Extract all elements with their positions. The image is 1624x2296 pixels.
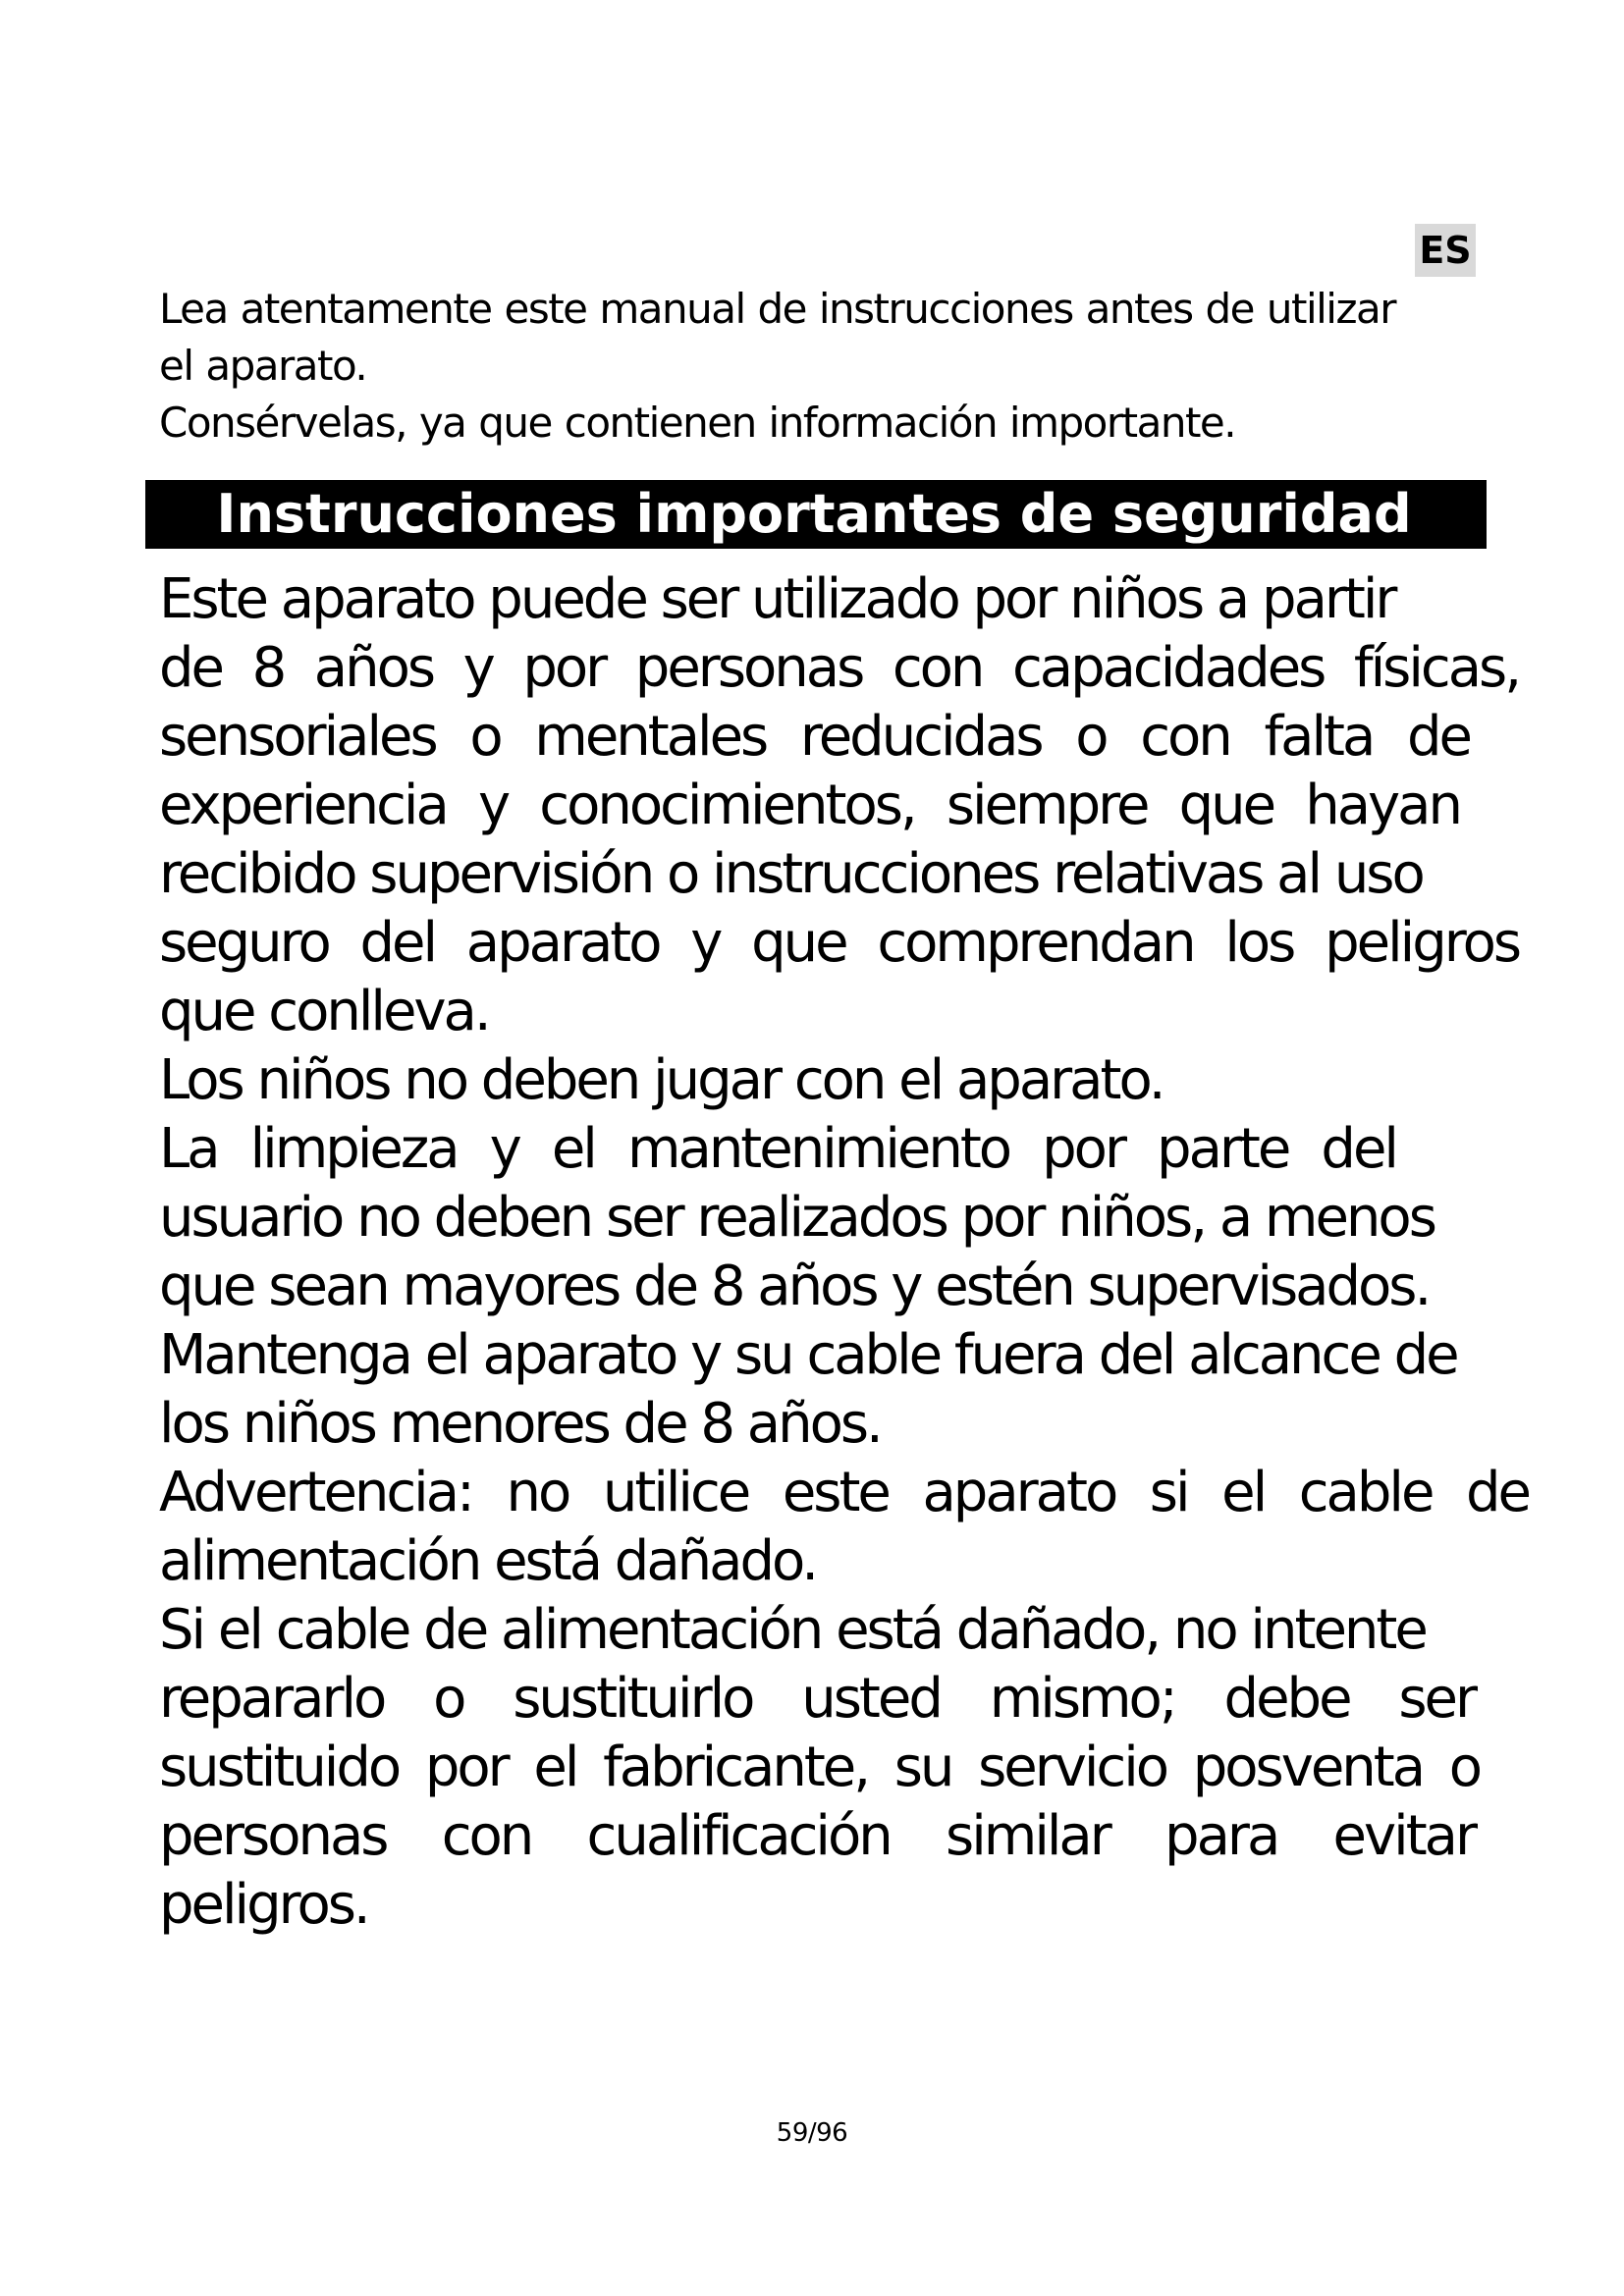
body-line: usuario no deben ser realizados por niños, a menos <box>159 1186 1435 1250</box>
section-header <box>145 480 1483 549</box>
body-line: de 8 años y por personas con capacidades físicas, <box>159 636 1519 700</box>
body-line: alimentación está dañado. <box>159 1529 817 1593</box>
body-line: Advertencia: no utilice este aparato si el cable de <box>159 1461 1529 1524</box>
section-divider <box>1483 480 1487 549</box>
body-line: que conlleva. <box>159 980 489 1043</box>
body-line: peligros. <box>159 1873 368 1937</box>
body-line: La limpieza y el mantenimiento por parte del <box>159 1117 1396 1181</box>
intro-line: Consérvelas, ya que contienen información importante. <box>159 399 1236 447</box>
intro-paragraph <box>159 281 1494 452</box>
body-line: que sean mayores de 8 años y estén supervisados. <box>159 1255 1430 1318</box>
body-line: los niños menores de 8 años. <box>159 1392 881 1456</box>
section-title: Instrucciones importantes de seguridad <box>216 483 1412 545</box>
body-line: repararlo o sustituirlo usted mismo; debe ser <box>159 1667 1475 1731</box>
body-line: Mantenga el aparato y su cable fuera del alcance de <box>159 1323 1457 1387</box>
body-line: Los niños no deben jugar con el aparato. <box>159 1048 1164 1112</box>
body-line: seguro del aparato y que comprendan los peligros <box>159 911 1519 975</box>
body-line: personas con cualificación similar para evitar <box>159 1804 1475 1868</box>
body-line: Este aparato puede ser utilizado por niños a partir <box>159 567 1395 631</box>
page-number: 59/96 <box>776 2118 848 2148</box>
body-line: recibido supervisión o instrucciones relativas al uso <box>159 842 1423 906</box>
body-line: Si el cable de alimentación está dañado, no intente <box>159 1598 1426 1662</box>
body-line: experiencia y conocimientos, siempre que hayan <box>159 774 1460 837</box>
intro-line: Lea atentamente este manual de instrucciones antes de utilizar <box>159 285 1396 333</box>
body-line: sustituido por el fabricante, su servicio posventa o <box>159 1735 1480 1799</box>
body-line: sensoriales o mentales reducidas o con falta de <box>159 705 1470 769</box>
intro-line: el aparato. <box>159 342 367 390</box>
language-badge: ES <box>1415 224 1476 277</box>
safety-instructions <box>159 565 1534 1940</box>
